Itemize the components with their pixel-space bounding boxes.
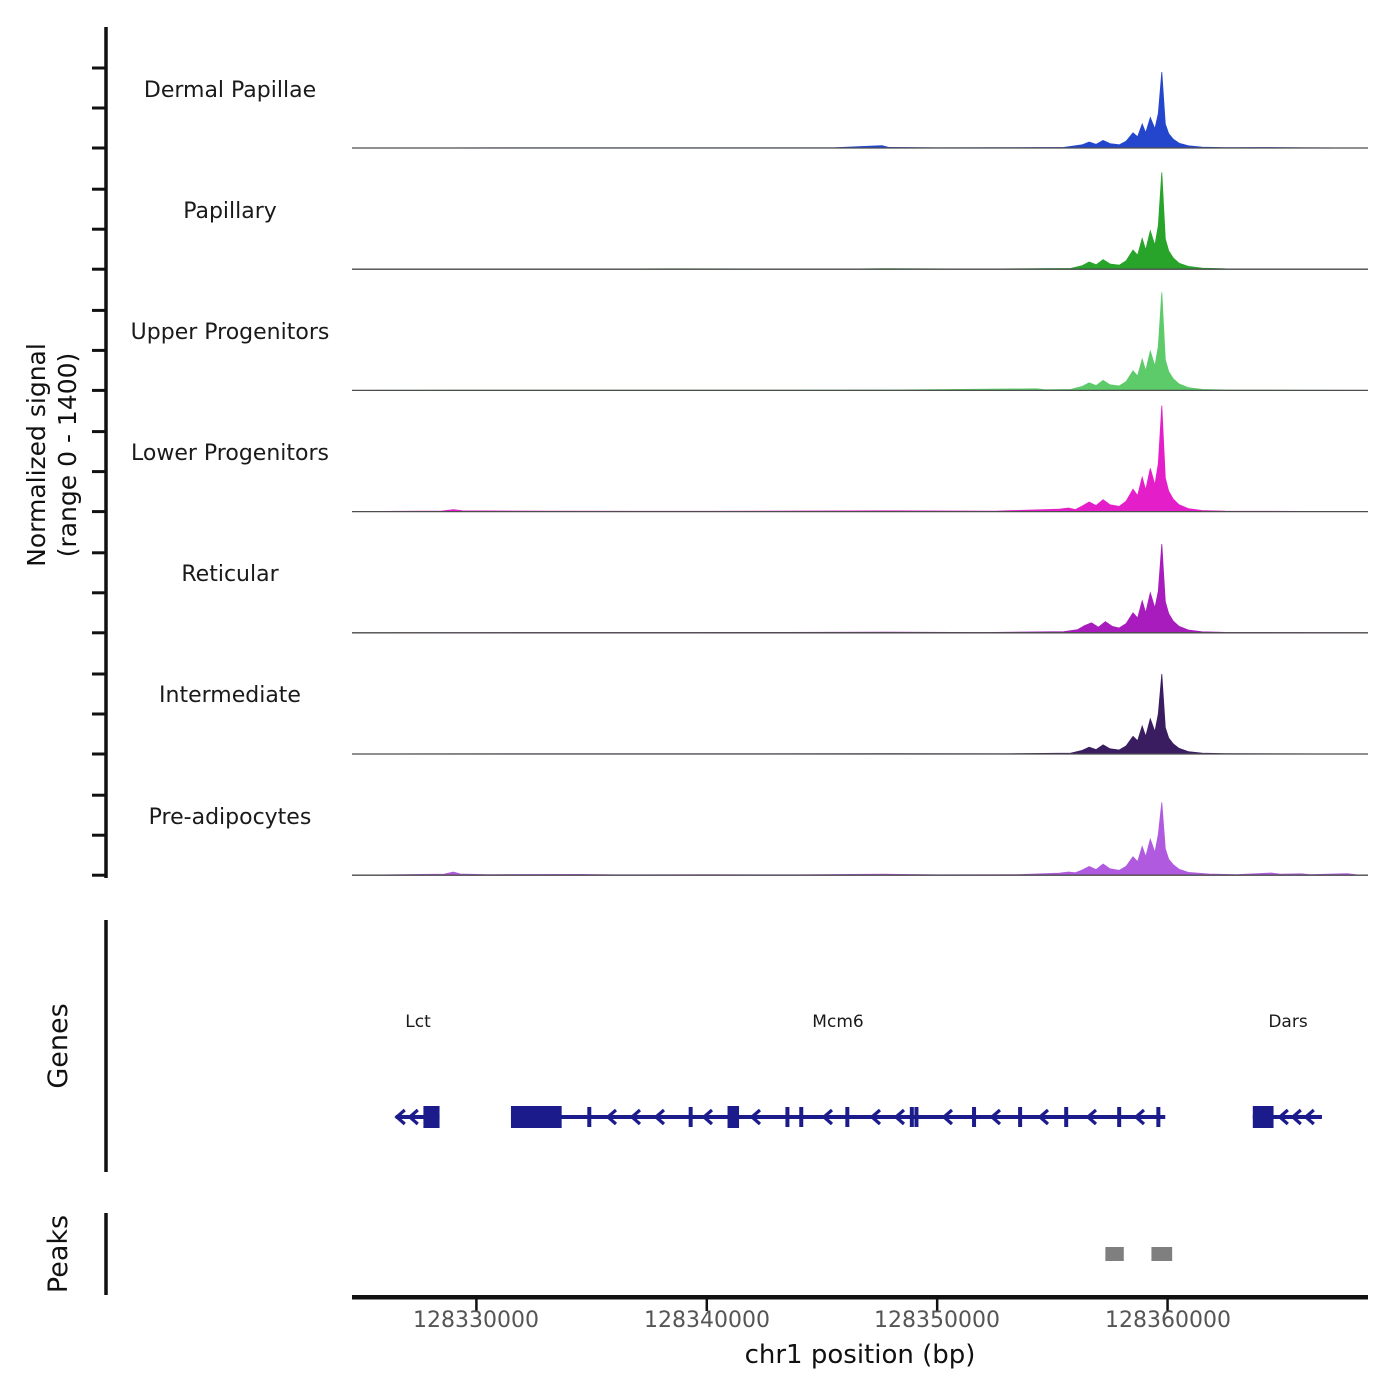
signal-axis-label [21,305,83,605]
gene-exon-dars [1253,1106,1274,1128]
gene-exon-tick-mcm6 [1117,1107,1121,1127]
signal-area-dermal-papillae [352,72,1368,148]
track-label-pre-adipocytes: Pre-adipocytes [148,805,312,830]
signal-area-intermediate [352,674,1368,754]
track-label-lower-progenitors: Lower Progenitors [131,441,329,466]
gene-exon-tick-mcm6 [1156,1107,1160,1127]
track-label-papillary: Papillary [183,199,277,224]
signal-area-lower-progenitors [352,406,1368,512]
gene-exon-mcm6 [511,1106,562,1128]
track-label-dermal-papillae: Dermal Papillae [143,78,317,103]
gene-exon-tick-mcm6 [914,1107,918,1127]
peaks-section-label: Peaks [43,1214,74,1294]
gene-exon-tick-mcm6 [587,1107,591,1127]
gene-exon-tick-mcm6 [785,1107,789,1127]
signal-area-pre-adipocytes [352,802,1368,875]
xtick-label-128350000: 128350000 [874,1308,1000,1333]
xtick-label-128340000: 128340000 [644,1308,770,1333]
track-label-upper-progenitors: Upper Progenitors [130,320,330,345]
peak-region [1151,1247,1172,1261]
xaxis-title: chr1 position (bp) [744,1340,976,1370]
xtick-label-128330000: 128330000 [413,1308,539,1333]
signal-axis-label-line1: Normalized signal [22,343,51,567]
gene-exon-tick-mcm6 [1018,1107,1022,1127]
signal-area-reticular [352,544,1368,633]
gene-exon-tick-mcm6 [689,1107,693,1127]
signal-area-upper-progenitors [352,292,1368,390]
gene-name-lct: Lct [405,1012,431,1032]
gene-exon-mcm6 [728,1106,740,1128]
track-label-reticular: Reticular [181,562,279,587]
gene-exon-tick-mcm6 [972,1107,976,1127]
signal-area-papillary [352,172,1368,269]
signal-axis-label-line2: (range 0 - 1400) [53,352,82,558]
gene-exon-tick-mcm6 [1064,1107,1068,1127]
gene-exon-tick-mcm6 [910,1107,914,1127]
genes-section-label: Genes [43,1003,74,1089]
gene-name-dars: Dars [1268,1012,1308,1032]
gene-name-mcm6: Mcm6 [812,1012,864,1032]
gene-exon-tick-mcm6 [799,1107,803,1127]
xaxis-line [352,1295,1368,1300]
peak-region [1105,1247,1123,1261]
xtick-label-128360000: 128360000 [1105,1308,1231,1333]
gene-exon-lct [423,1106,439,1128]
gene-exon-tick-mcm6 [845,1107,849,1127]
track-label-intermediate: Intermediate [159,683,301,708]
